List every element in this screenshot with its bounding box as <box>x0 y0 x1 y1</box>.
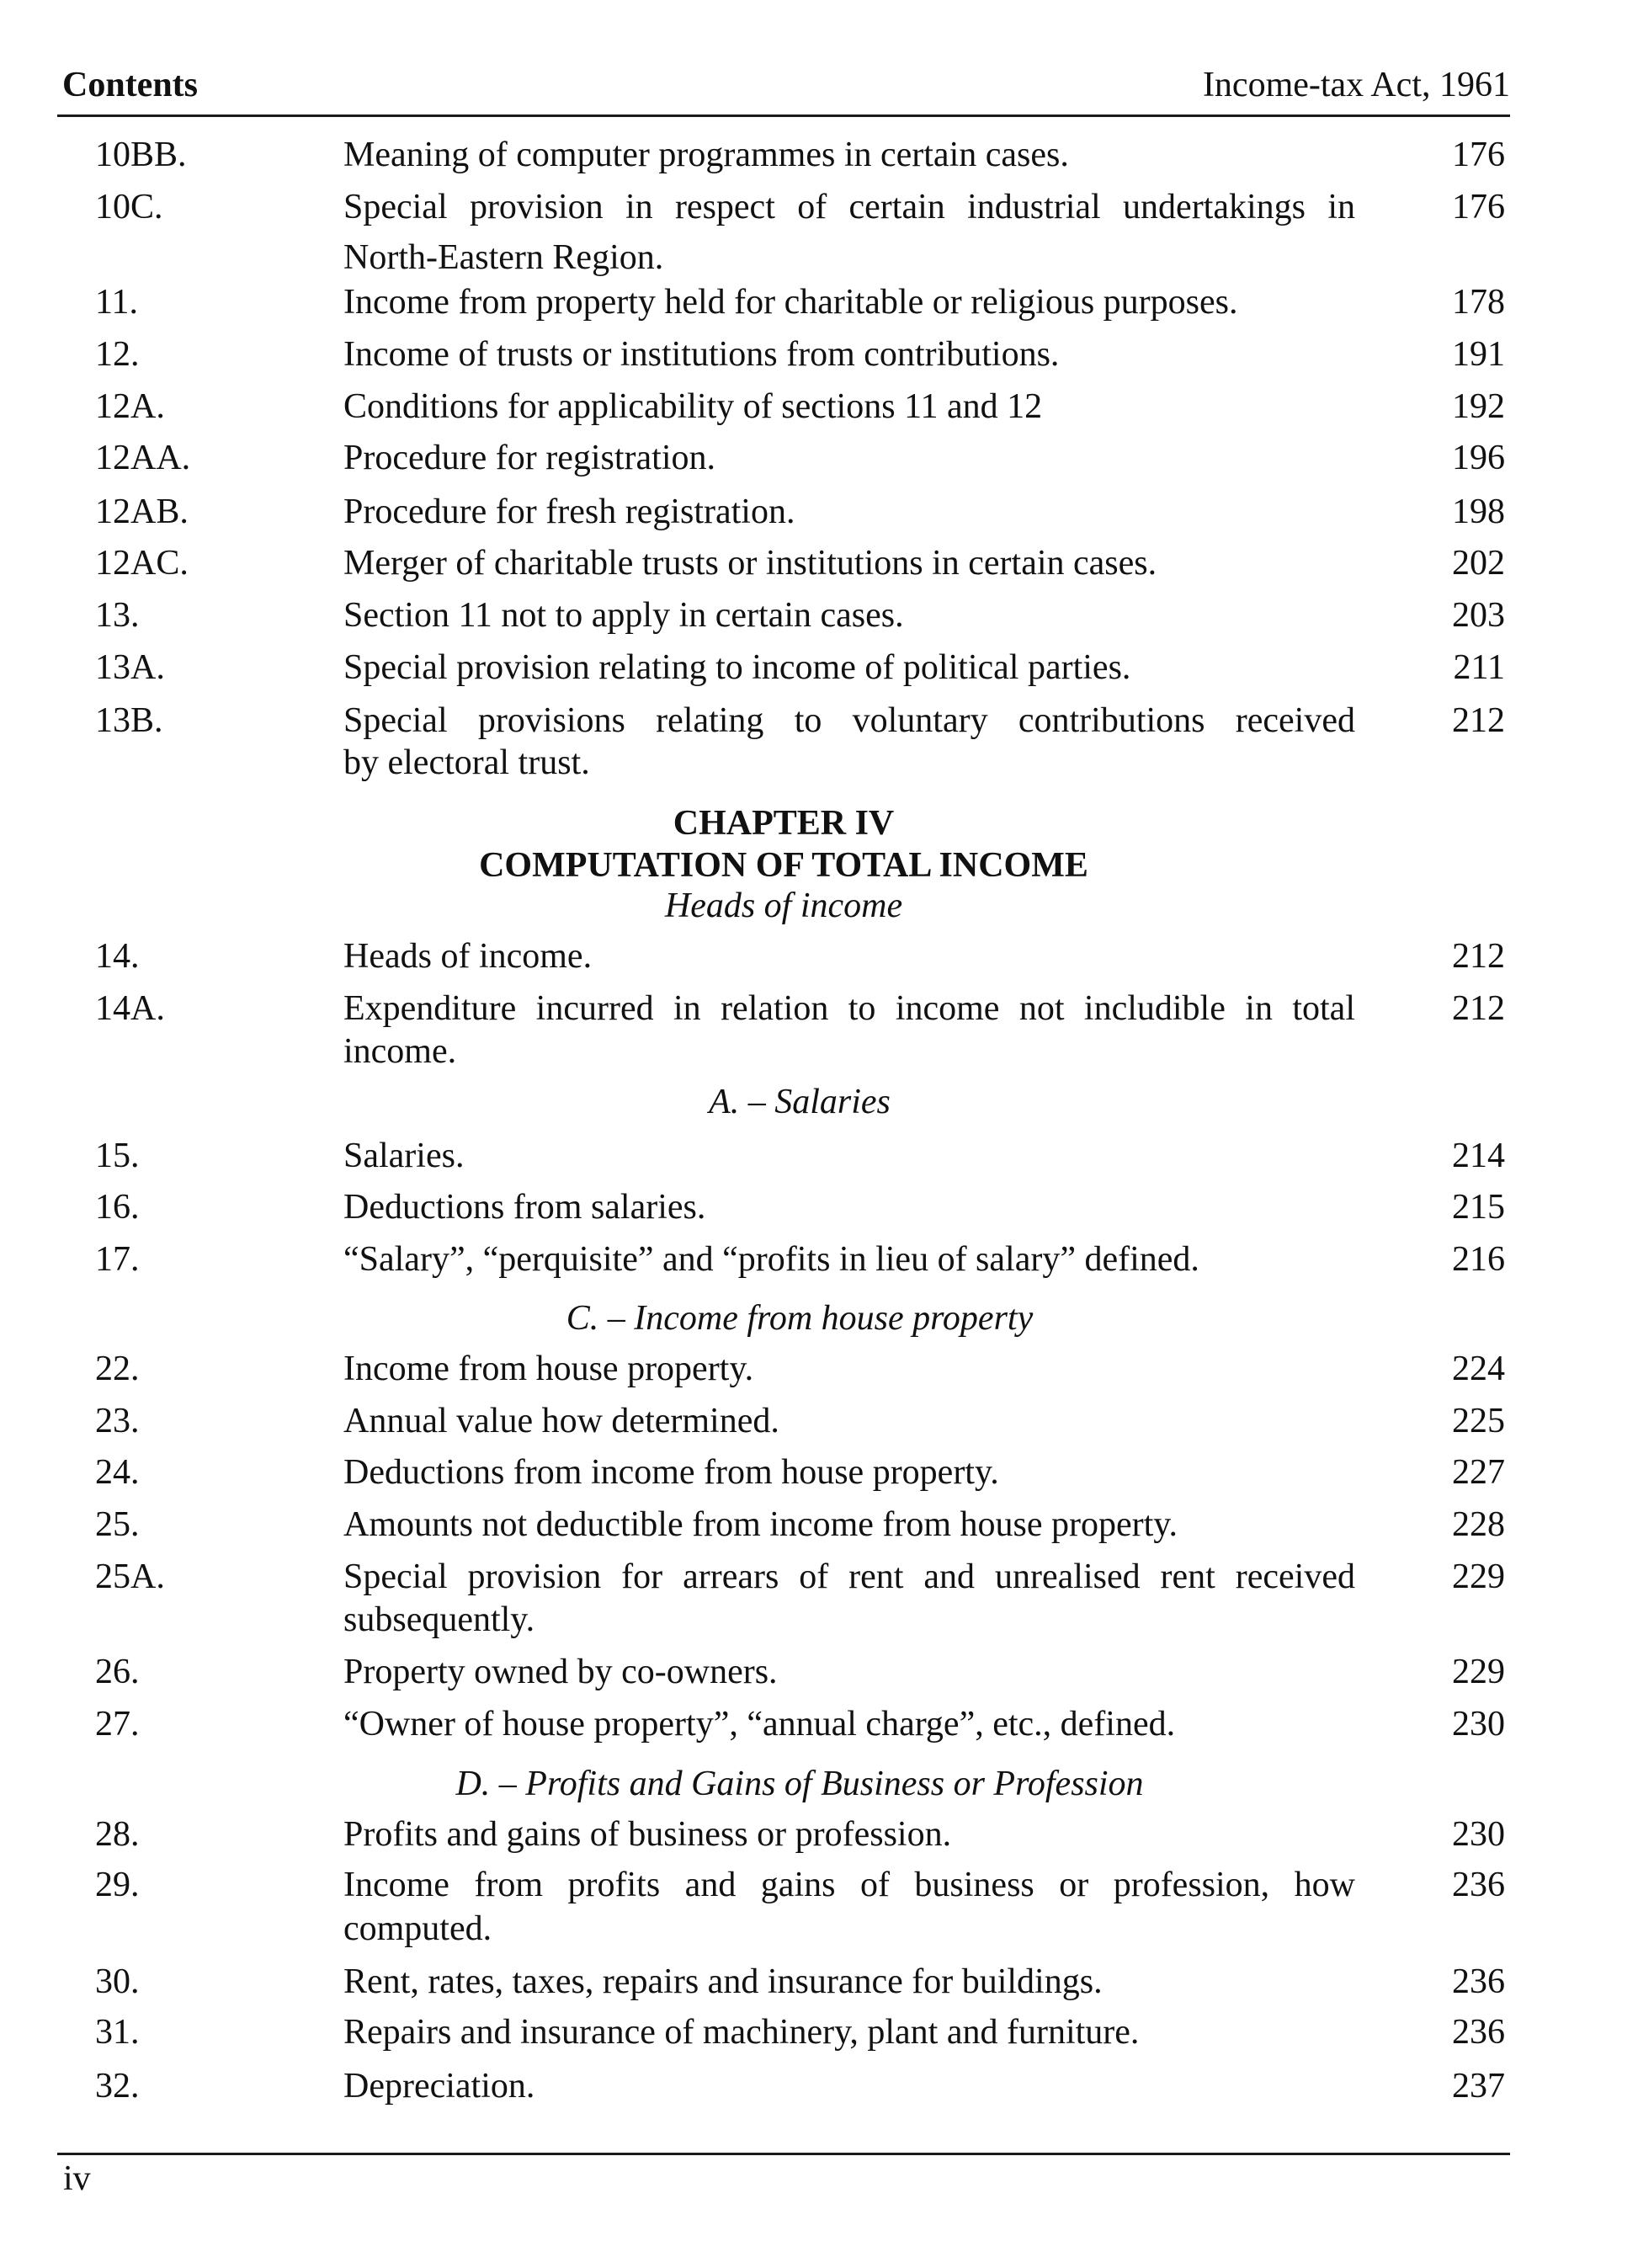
page-number: 176 <box>1452 188 1505 226</box>
section-title-line: “Salary”, “perquisite” and “profits in lieu of salary” defined. <box>343 1240 1199 1279</box>
section-title-line: Heads of income. <box>343 937 593 976</box>
page-number: 230 <box>1452 1815 1505 1854</box>
section-number: 28. <box>95 1815 140 1854</box>
part-heading: D. – Profits and Gains of Business or Profession <box>455 1765 1144 1803</box>
section-number: 17. <box>95 1240 140 1279</box>
section-title-line: Income from house property. <box>343 1350 754 1388</box>
page-number: 224 <box>1452 1350 1505 1388</box>
section-number: 10C. <box>95 188 163 226</box>
section-title-line: Merger of charitable trusts or institutions in certain cases. <box>343 544 1157 583</box>
section-title-line: Rent, rates, taxes, repairs and insurance for buildings. <box>343 1962 1103 2001</box>
section-title-line: Income from property held for charitable or religious purposes. <box>343 283 1238 322</box>
section-title-line: Salaries. <box>343 1137 465 1175</box>
section-number: 12A. <box>95 387 165 426</box>
section-title-line: North-Eastern Region. <box>343 238 664 277</box>
page-number: 236 <box>1452 2013 1505 2052</box>
section-title-line: Deductions from salaries. <box>343 1188 706 1227</box>
page-number: 191 <box>1452 335 1505 374</box>
section-title-line: by electoral trust. <box>343 743 590 782</box>
header-rule <box>57 114 1510 117</box>
page-number: 178 <box>1452 283 1505 322</box>
part-heading: A. – Salaries <box>709 1083 891 1121</box>
part-heading: C. – Income from house property <box>566 1299 1034 1338</box>
section-title-line: Special provision relating to income of political parties. <box>343 648 1131 687</box>
section-number: 10BB. <box>95 136 187 174</box>
section-number: 14. <box>95 937 140 976</box>
section-number: 16. <box>95 1188 140 1227</box>
section-number: 12. <box>95 335 140 374</box>
section-title-line: Expenditure incurred in relation to income not includible in total <box>343 989 1355 1028</box>
page-number: 196 <box>1452 439 1505 477</box>
section-title-line: Procedure for registration. <box>343 439 716 477</box>
section-number: 12AB. <box>95 492 189 531</box>
section-number: 11. <box>95 283 138 322</box>
section-title-line: Profits and gains of business or profession. <box>343 1815 952 1854</box>
section-title-line: Repairs and insurance of machinery, plant and furniture. <box>343 2013 1140 2052</box>
section-title-line: Property owned by co-owners. <box>343 1653 778 1691</box>
section-title-line: Income of trusts or institutions from contributions. <box>343 335 1060 374</box>
page-number: 225 <box>1452 1402 1505 1440</box>
chapter-heading: CHAPTER IV <box>673 804 895 843</box>
section-number: 27. <box>95 1705 140 1744</box>
page-number: 192 <box>1452 387 1505 426</box>
page-number: 229 <box>1452 1557 1505 1596</box>
section-number: 13. <box>95 596 140 635</box>
section-title-line: Amounts not deductible from income from house property. <box>343 1505 1178 1544</box>
footer-rule <box>57 2153 1510 2155</box>
section-title-line: Conditions for applicability of sections 11 and 12 <box>343 387 1043 426</box>
section-title-line: computed. <box>343 1909 492 1948</box>
page-number: 203 <box>1452 596 1505 635</box>
page-folio: iv <box>63 2159 91 2198</box>
page-number: 176 <box>1452 136 1505 174</box>
page-number: 228 <box>1452 1505 1505 1544</box>
page-number: 198 <box>1452 492 1505 531</box>
section-number: 29. <box>95 1866 140 1904</box>
page-number: 214 <box>1452 1137 1505 1175</box>
page-number: 202 <box>1452 544 1505 583</box>
running-header-act: Income-tax Act, 1961 <box>1202 66 1510 104</box>
section-number: 25. <box>95 1505 140 1544</box>
section-title-line: Special provision in respect of certain industrial undertakings in <box>343 188 1355 226</box>
page-number: 212 <box>1452 937 1505 976</box>
section-number: 26. <box>95 1653 140 1691</box>
section-number: 12AA. <box>95 439 191 477</box>
page-number: 212 <box>1452 989 1505 1028</box>
page-number: 211 <box>1453 648 1505 687</box>
section-number: 24. <box>95 1453 140 1492</box>
page-number: 230 <box>1452 1705 1505 1744</box>
section-title-line: income. <box>343 1032 457 1071</box>
page-number: 236 <box>1452 1962 1505 2001</box>
page-number: 216 <box>1452 1240 1505 1279</box>
section-number: 15. <box>95 1137 140 1175</box>
section-title-line: subsequently. <box>343 1600 535 1639</box>
section-title-line: Income from profits and gains of business or profession, how <box>343 1866 1355 1904</box>
page-number: 236 <box>1452 1866 1505 1904</box>
section-number: 25A. <box>95 1557 165 1596</box>
page-number: 237 <box>1452 2067 1505 2106</box>
section-number: 13A. <box>95 648 165 687</box>
section-title-line: Deductions from income from house property. <box>343 1453 999 1492</box>
section-title-line: Meaning of computer programmes in certain cases. <box>343 136 1069 174</box>
section-number: 31. <box>95 2013 140 2052</box>
section-number: 22. <box>95 1350 140 1388</box>
section-number: 30. <box>95 1962 140 2001</box>
section-title-line: Depreciation. <box>343 2067 535 2106</box>
section-title-line: Section 11 not to apply in certain cases. <box>343 596 904 635</box>
section-number: 23. <box>95 1402 140 1440</box>
section-title-line: “Owner of house property”, “annual charge”, etc., defined. <box>343 1705 1176 1744</box>
chapter-heading: COMPUTATION OF TOTAL INCOME <box>479 846 1088 885</box>
section-title-line: Special provision for arrears of rent and unrealised rent received <box>343 1557 1355 1596</box>
section-number: 32. <box>95 2067 140 2106</box>
chapter-subtitle: Heads of income <box>664 886 903 925</box>
running-header-title: Contents <box>62 66 199 104</box>
section-number: 12AC. <box>95 544 189 583</box>
page-number: 215 <box>1452 1188 1505 1227</box>
page-number: 229 <box>1452 1653 1505 1691</box>
section-title-line: Procedure for fresh registration. <box>343 492 795 531</box>
section-title-line: Annual value how determined. <box>343 1402 779 1440</box>
section-number: 14A. <box>95 989 165 1028</box>
section-number: 13B. <box>95 701 163 740</box>
section-title-line: Special provisions relating to voluntary contributions received <box>343 701 1355 740</box>
page-number: 227 <box>1452 1453 1505 1492</box>
page-number: 212 <box>1452 701 1505 740</box>
